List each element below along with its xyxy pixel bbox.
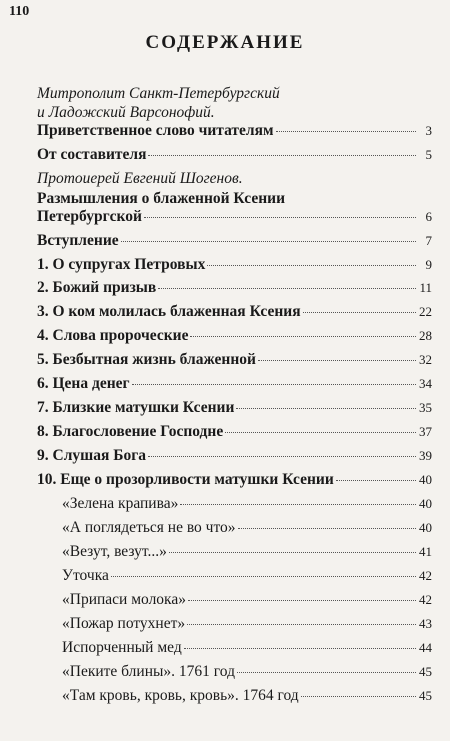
dot-leader [121,241,416,242]
toc-page-number: 5 [425,147,432,162]
toc-page-number: 44 [419,640,432,655]
toc-entry [37,471,432,489]
toc-page-number: 6 [425,209,432,224]
dot-leader [301,696,416,697]
toc-entry [37,687,432,705]
toc-entry [37,303,432,321]
toc-entry-title: Уточка [62,567,109,584]
toc-page-number: 43 [419,616,432,631]
toc-author [37,84,432,122]
page-title: СОДЕРЖАНИЕ [145,32,305,53]
toc-page-number: 42 [419,592,432,607]
toc-page-number: 45 [419,688,432,703]
toc-entry [37,327,432,345]
toc-author-line: Митрополит Санкт-Петербургский [37,85,280,102]
toc-page-number: 34 [419,376,432,391]
toc-entry-title: 4. Слова пророческие [37,327,189,344]
toc-entry-title: 5. Безбытная жизнь блаженной [37,351,256,368]
dot-leader [169,552,416,553]
toc-page-number: 28 [419,328,432,343]
dot-leader [180,504,416,505]
dot-leader [144,217,416,218]
toc-page-number: 41 [419,544,432,559]
toc-entry [37,279,432,297]
toc-entry-title: «Везут, везут...» [62,543,167,560]
toc-entry-title: 7. Близкие матушки Ксении [37,399,235,416]
toc-page-number: 40 [419,496,432,511]
dot-leader [190,336,416,337]
dot-leader [184,648,416,649]
toc-entry [37,351,432,369]
toc-entry-line [37,208,432,226]
toc-entry-title: «Пеките блины». 1761 год [62,663,235,680]
toc-entry [37,190,432,226]
toc-entry [37,399,432,417]
toc-entry [37,543,432,561]
toc-entry [37,591,432,609]
toc-entry [37,256,432,274]
toc-entry-title: «Пожар потухнет» [62,615,186,632]
dot-leader [132,384,416,385]
toc-entry-title: «Зелена крапива» [62,495,179,512]
dot-leader [236,408,416,409]
dot-leader [188,600,416,601]
dot-leader [111,576,416,577]
dot-leader [238,528,416,529]
dot-leader [148,155,416,156]
toc-author-line: Протоиерей Евгений Шогенов. [37,170,243,187]
toc-entry [37,232,432,250]
toc-entry-title: «Там кровь, кровь, кровь». 1764 год [62,687,299,704]
dot-leader [148,456,416,457]
toc-entry-title: «А поглядеться не во что» [62,519,236,536]
dot-leader [237,672,416,673]
toc-entry [37,495,432,513]
table-of-contents [37,84,432,705]
toc-page-number: 40 [419,472,432,487]
toc-page-number: 22 [419,304,432,319]
toc-author-line: и Ладожский Варсонофий. [37,104,215,121]
toc-entry-title: 9. Слушая Бога [37,447,147,464]
toc-page-number: 11 [419,280,432,295]
toc-entry [37,663,432,681]
toc-author [37,169,432,188]
toc-entry [37,639,432,657]
toc-page-number: 32 [419,352,432,367]
toc-page-number: 40 [419,520,432,535]
dot-leader [276,131,416,132]
toc-entry-title: 1. О супругах Петровых [37,256,206,273]
dot-leader [187,624,416,625]
toc-entry-title: От составителя [37,146,147,163]
toc-page-number: 37 [419,424,432,439]
toc-entry-title: Приветственное слово читателям [37,122,274,139]
toc-entry-title: Вступление [37,232,119,249]
dot-leader [225,432,416,433]
toc-entry [37,122,432,140]
toc-page-number: 39 [419,448,432,463]
toc-page-number: 3 [425,123,432,138]
toc-entry [37,615,432,633]
toc-entry [37,567,432,585]
toc-entry-title: «Припаси молока» [62,591,186,608]
toc-entry [37,447,432,465]
toc-page-number: 35 [419,400,432,415]
toc-page-number: 42 [419,568,432,583]
toc-page-number: 7 [425,233,432,248]
dot-leader [303,312,416,313]
toc-page-number: 45 [419,664,432,679]
toc-entry-title: 6. Цена денег [37,375,130,392]
toc-entry [37,375,432,393]
toc-entry-title: Испорченный мед [62,639,182,656]
toc-entry [37,146,432,164]
toc-page-number: 9 [425,257,432,272]
toc-entry-title: Размышления о блаженной Ксении [37,190,286,207]
toc-entry-title: 3. О ком молилась блаженная Ксения [37,303,301,320]
toc-entry-title: 2. Божий призыв [37,279,157,296]
page-number: 110 [9,4,30,19]
dot-leader [158,288,416,289]
toc-entry-title: Петербургской [37,208,142,225]
dot-leader [258,360,416,361]
toc-entry-title: 8. Благословение Господне [37,423,224,440]
dot-leader [336,480,416,481]
toc-entry [37,423,432,441]
dot-leader [207,265,416,266]
toc-entry [37,519,432,537]
toc-entry-title: 10. Еще о прозорливости матушки Ксении [37,471,334,488]
